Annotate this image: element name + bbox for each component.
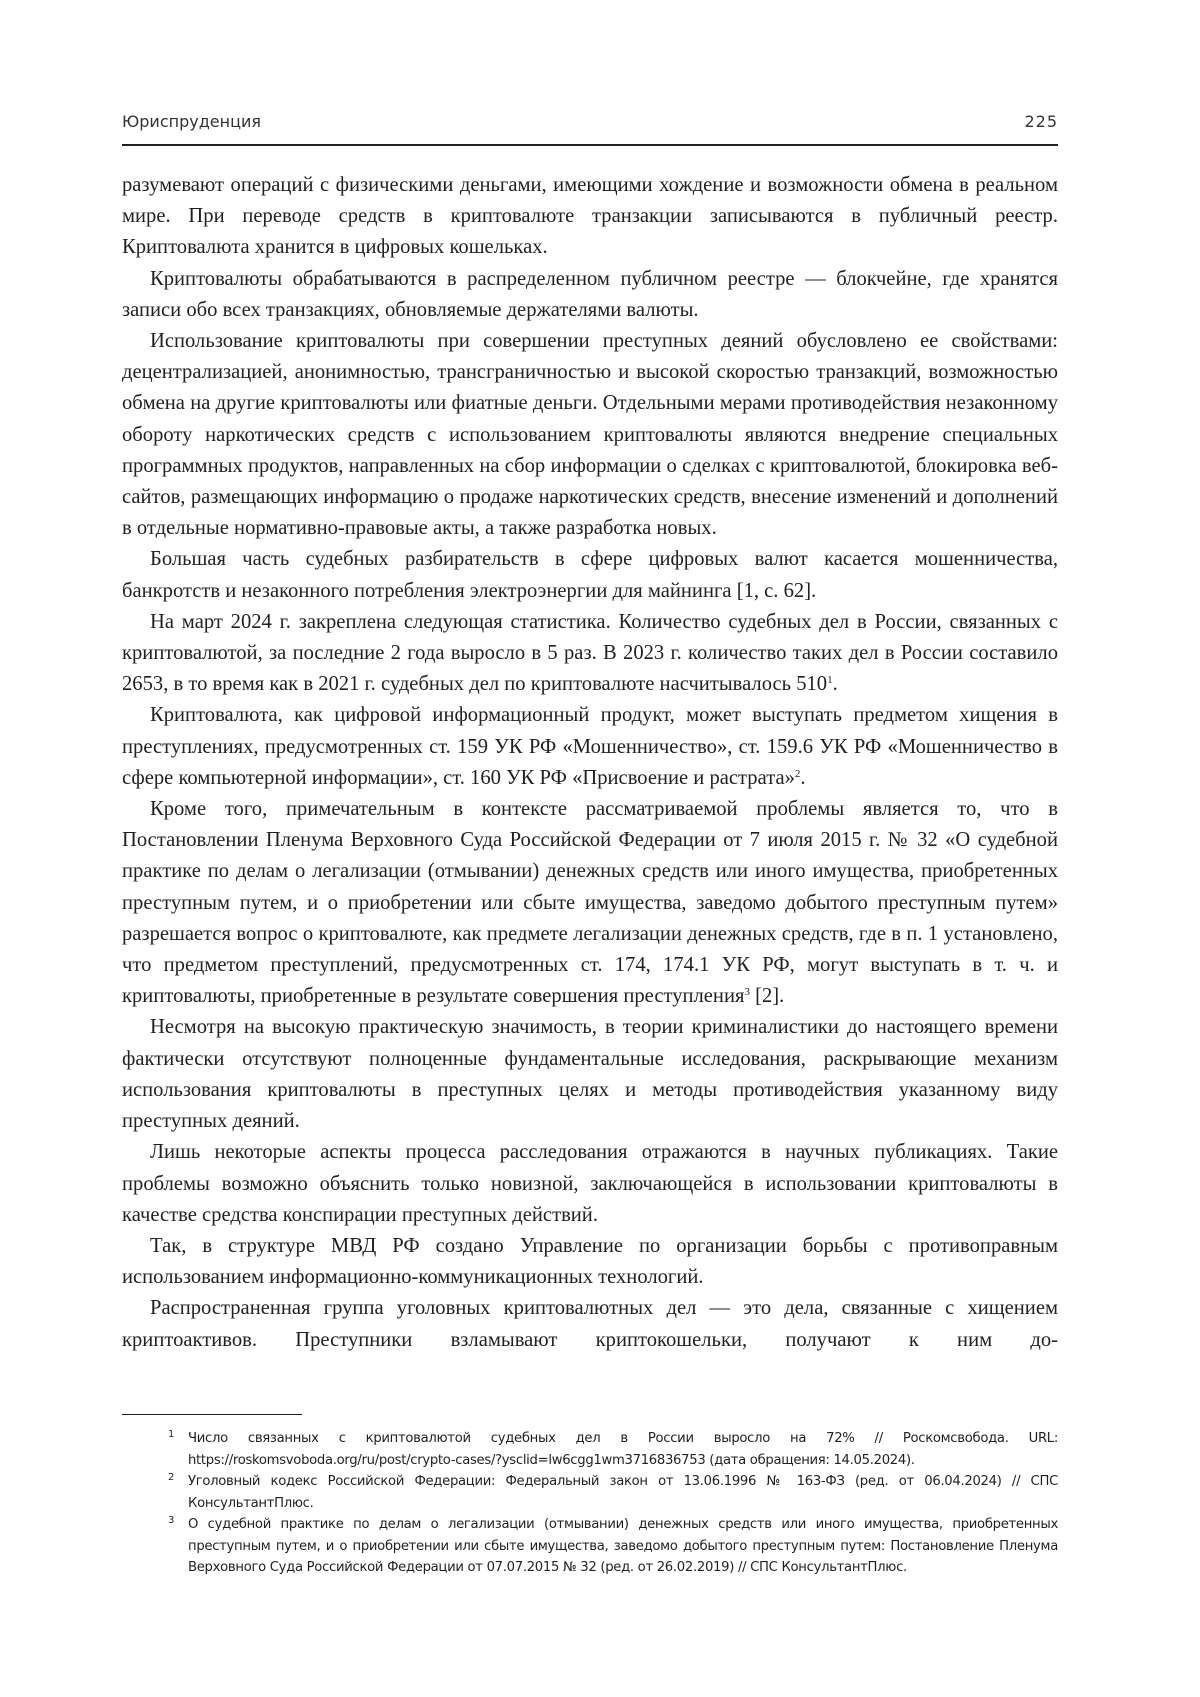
paragraph: [122, 326, 1058, 544]
paragraph: [122, 1137, 1058, 1231]
paragraph-text: Лишь некоторые аспекты процесса расследования отражаются в научных публикациях. Такие проблемы возможно объяснить только новизной, заключающейся в использовании криптовалюты в качестве средства конспирации преступных действий.: [122, 1141, 1058, 1225]
section-title: Юриспруденция: [122, 112, 261, 131]
paragraph-text: На март 2024 г. закреплена следующая статистика. Количество судебных дел в России, связанных с криптовалютой, за последние 2 года выросло в 5 раз. В 2023 г. количество таких дел в России составило 2653, в то время как в 2021 г. судебных дел по криптовалюте насчитывалось 510: [122, 611, 1058, 695]
footnotes: [122, 1428, 1058, 1579]
footnote-ref[interactable]: 2: [795, 768, 801, 780]
paragraph-text-end: [2].: [750, 985, 784, 1007]
paragraph-text: Распространенная группа уголовных криптовалютных дел — это дела, связанные с хищением криптоактивов. Преступники взламывают криптокошельки, получают к ним до-: [122, 1297, 1058, 1350]
paragraph-text: Использование криптовалюты при совершении преступных деяний обусловлено ее свойствами: децентрализацией, анонимностью, трансграничностью и высокой скоростью транзакций, возможностью обмена на другие криптовалюты или фиатные деньги. Отдельными мерами противодействия незаконному обороту наркотических средств с использованием криптовалюты являются внедрение специальных программных продуктов, направленных на сбор информации о сделках с криптовалютой, блокировка веб-сайтов, размещающих информацию о продаже наркотических средств, внесение изменений и дополнений в отдельные нормативно-правовые акты, а также разработка новых.: [122, 330, 1058, 539]
paragraph: [122, 1293, 1058, 1355]
paragraph-text: Криптовалюты обрабатываются в распределенном публичном реестре — блокчейне, где хранятся записи обо всех транзакциях, обновляемые держателями валюты.: [122, 268, 1058, 321]
footnote-number: 1: [168, 1424, 174, 1446]
footnote: [122, 1471, 1058, 1514]
paragraph-text: Кроме того, примечательным в контексте рассматриваемой проблемы является то, что в Постановлении Пленума Верховного Суда Российской Федерации от 7 июля 2015 г. № 32 «О судебной практике по делам о легализации (отмывании) денежных средств или иного имущества, приобретенных преступным путем, и о приобретении или сбыте имущества, заведомо добытого преступным путем» разрешается вопрос о криптовалюте, как предмете легализации денежных средств, где в п. 1 установлено, что предметом преступлений, предусмотренных ст. 174, 174.1 УК РФ, могут выступать в т. ч. и криптовалюты, приобретенные в результате совершения преступления: [122, 798, 1058, 1007]
page-number: 225: [1024, 112, 1058, 131]
footnote-ref[interactable]: 1: [827, 674, 833, 686]
footnote-divider: [122, 1414, 302, 1415]
paragraph: [122, 170, 1058, 264]
footnote: [122, 1514, 1058, 1579]
paragraph-text-end: .: [800, 767, 805, 789]
paragraph: [122, 700, 1058, 794]
paragraph: [122, 264, 1058, 326]
paragraph-text-end: .: [833, 673, 838, 695]
paragraph-text: разумевают операций с физическими деньгами, имеющими хождение и возможности обмена в реальном мире. При переводе средств в криптовалюте транзакции записываются в публичный реестр. Криптовалюта хранится в цифровых кошельках.: [122, 174, 1058, 258]
footnote-number: 3: [168, 1510, 174, 1532]
footnote: [122, 1428, 1058, 1471]
paragraph-text: Криптовалюта, как цифровой информационный продукт, может выступать предметом хищения в преступлениях, предусмотренных ст. 159 УК РФ «Мошенничество», ст. 159.6 УК РФ «Мошенничество в сфере компьютерной информации», ст. 160 УК РФ «Присвоение и растрата»: [122, 704, 1058, 788]
paragraph-text: Так, в структуре МВД РФ создано Управление по организации борьбы с противоправным использованием информационно-коммуникационных технологий.: [122, 1235, 1058, 1288]
paragraph: [122, 794, 1058, 1012]
footnote-text: Число связанных с криптовалютой судебных дел в России выросло на 72% // Роскомсвобода. URL: https://roskomsvoboda.org/ru/post/crypto-cases/?ysclid=lw6cgg1wm3716836753 (дата обращения: 14.05.2024).: [188, 1431, 1058, 1468]
footnote-text: Уголовный кодекс Российской Федерации: Федеральный закон от 13.06.1996 № 163-ФЗ (ред. от 06.04.2024) // СПС КонсультантПлюс.: [188, 1474, 1058, 1511]
footnote-number: 2: [168, 1467, 174, 1489]
paragraph: [122, 1231, 1058, 1293]
paragraph: [122, 607, 1058, 701]
body-text: [122, 170, 1058, 1356]
paragraph: [122, 544, 1058, 606]
paragraph-text: Большая часть судебных разбирательств в сфере цифровых валют касается мошенничества, банкротств и незаконного потребления электроэнергии для майнинга [1, с. 62].: [122, 548, 1058, 601]
paragraph-text: Несмотря на высокую практическую значимость, в теории криминалистики до настоящего времени фактически отсутствуют полноценные фундаментальные исследования, раскрывающие механизм использования криптовалюты в преступных целях и методы противодействия указанному виду преступных деяний.: [122, 1016, 1058, 1132]
footnote-ref[interactable]: 3: [744, 986, 750, 998]
footnote-text: О судебной практике по делам о легализации (отмывании) денежных средств или иного имущества, приобретенных преступным путем, и о приобретении или сбыте имущества, заведомо добытого преступным путем: Постановление Пленума Верховного Суда Российской Федерации от 07.07.2015 № 32 (ред. от 26.02.2019) // СПС КонсультантПлюс.: [188, 1517, 1058, 1575]
running-header: [122, 108, 1058, 146]
paragraph: [122, 1012, 1058, 1137]
